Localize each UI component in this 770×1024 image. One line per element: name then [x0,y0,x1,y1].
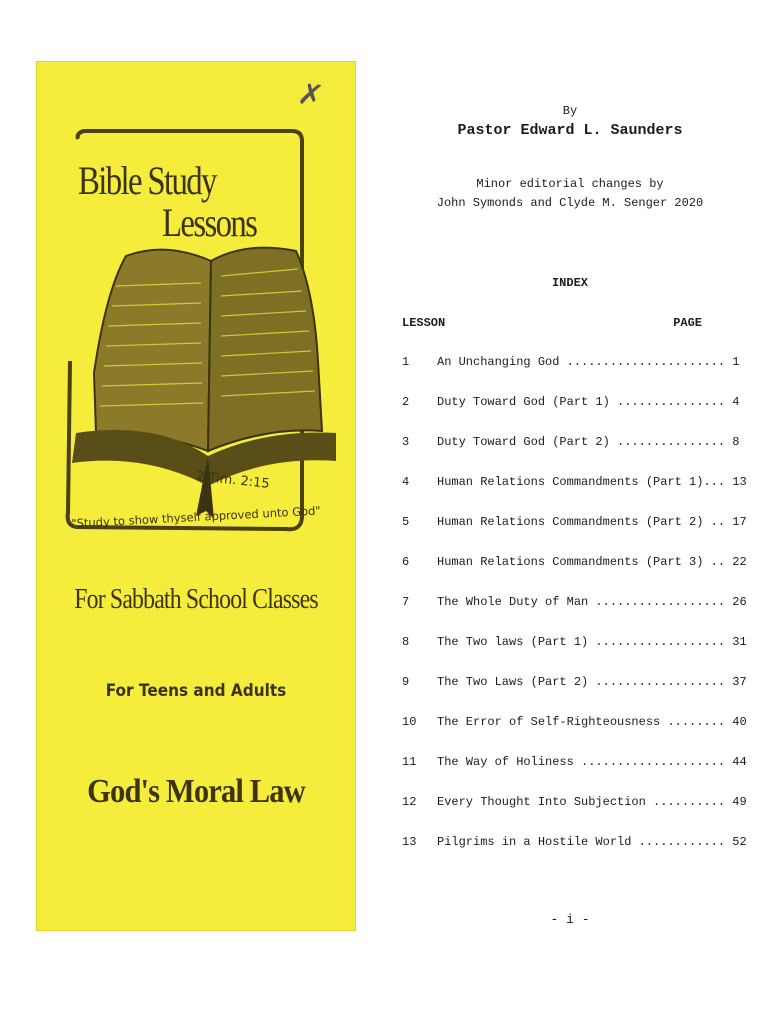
lesson-number: 8 [402,635,410,649]
book-cover [36,61,356,931]
index-entry [402,715,747,755]
index-entry [402,795,747,835]
lesson-title: Duty Toward God (Part 1) ............... 4 [437,395,740,409]
lesson-number: 9 [402,675,410,689]
lesson-number: 11 [402,755,417,769]
cover-subtitle: For Sabbath School Classes [74,583,318,615]
page-number: - i - [550,912,590,927]
lesson-number: 12 [402,795,417,809]
page-column-header: PAGE [673,316,702,330]
lesson-title: Human Relations Commandments (Part 3) .. 22 [437,555,747,569]
lesson-number: 7 [402,595,410,609]
lesson-title: The Error of Self-Righteousness ........ 40 [437,715,747,729]
cover-title-line1: Bible Study [78,158,216,203]
lesson-column-header: LESSON [402,316,446,330]
byline-label: By [562,104,578,118]
handwritten-mark: ✗ [295,76,326,115]
index-title: INDEX [551,276,588,290]
lesson-title: The Two Laws (Part 2) .................. 37 [437,675,747,689]
lesson-title: The Whole Duty of Man .................. 26 [437,595,747,609]
lesson-number: 10 [402,715,417,729]
lesson-number: 2 [402,395,410,409]
index-entry [402,515,747,555]
lesson-number: 13 [402,835,417,849]
index-entry [402,555,747,595]
index-entry [402,395,740,435]
scripture-reference: 2 Tim. 2:15 [195,469,271,492]
index-entry [402,835,747,875]
author-name: Pastor Edward L. Saunders [457,122,683,139]
cover-title-line2: Lessons [162,200,257,245]
cover-audience: For Teens and Adults [105,681,287,701]
index-entry [402,355,740,395]
index-entry [402,475,747,515]
cover-quote: "Study to show thyself approved unto God" [70,503,321,531]
lesson-title: Every Thought Into Subjection .......... 49 [437,795,747,809]
lesson-title: An Unchanging God ...................... 1 [437,355,740,369]
lesson-title: Human Relations Commandments (Part 1)... 13 [437,475,747,489]
lesson-title: The Way of Holiness .................... 44 [437,755,747,769]
index-entry [402,675,747,715]
book-right-page [208,248,322,451]
editorial-note-line2: John Symonds and Clyde M. Senger 2020 [436,196,704,210]
lesson-title: Duty Toward God (Part 2) ............... 8 [437,435,740,449]
cover-topic: God's Moral Law [87,773,305,810]
lesson-number: 6 [402,555,410,569]
lesson-title: Pilgrims in a Hostile World ............ 52 [437,835,747,849]
lesson-number: 4 [402,475,410,489]
index-entry [402,595,747,635]
lesson-number: 3 [402,435,410,449]
lesson-title: Human Relations Commandments (Part 2) .. 17 [437,515,747,529]
lesson-title: The Two laws (Part 1) .................. 31 [437,635,747,649]
editorial-note-line1: Minor editorial changes by [476,177,664,191]
index-list [402,355,747,875]
lesson-number: 5 [402,515,410,529]
index-entry [402,755,747,795]
index-entry [402,635,747,675]
lesson-number: 1 [402,355,410,369]
book-left-page [94,250,211,451]
index-entry [402,435,740,475]
